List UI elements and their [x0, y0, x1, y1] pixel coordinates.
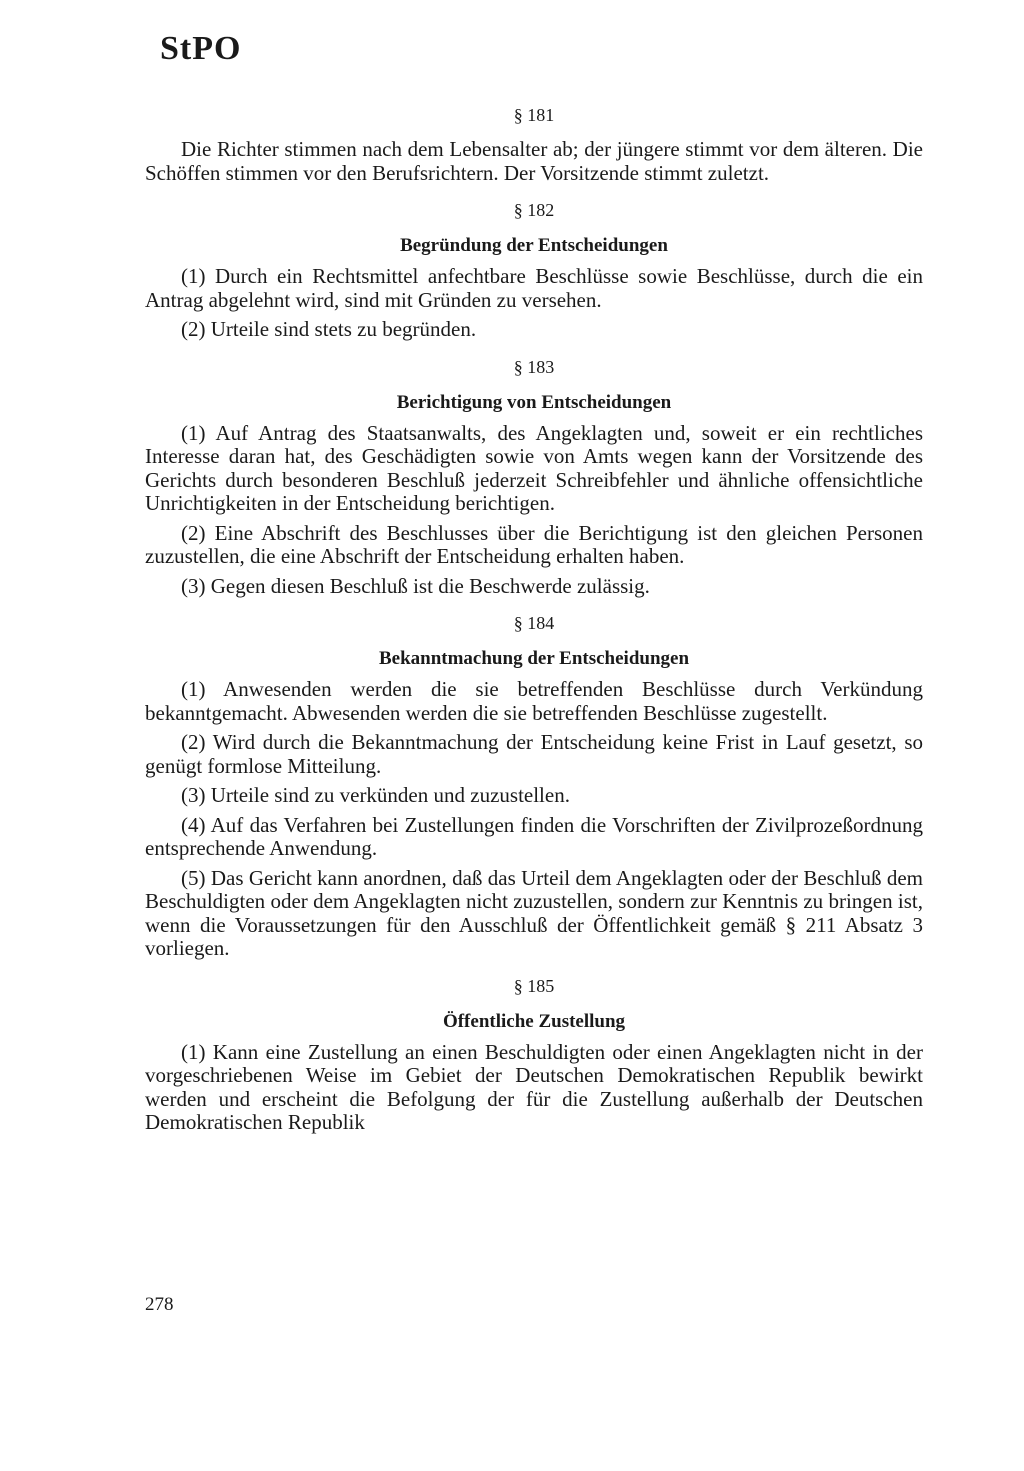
section-paragraph: Die Richter stimmen nach dem Lebensalter ab; der jüngere stimmt vor dem älteren. Die Schöffen stimmen vor den Berufsrichtern. Der Vorsitzende stimmt zuletzt. — [145, 137, 923, 185]
running-head: StPO — [160, 30, 242, 67]
section-paragraph: (1) Kann eine Zustellung an einen Beschuldigten oder einen Angeklagten nicht in der vorgeschriebenen Weise im Gebiet der Deutschen Demokratischen Republik bewirkt werden und erscheint die Befolgung der für die Zustellung außerhalb der Deutschen Demokratischen Republik — [145, 1039, 923, 1134]
section-title: Berichtigung von Entscheidungen — [396, 391, 672, 413]
section-paragraph: (1) Auf Antrag des Staatsanwalts, des Angeklagten und, soweit er ein rechtliches Interesse daran hat, des Geschädigten sowie von Amts wegen kann der Vorsitzende des Gerichts durch besonderen Beschluß jederzeit Schreibfehler und ähnliche offensichtliche Unrichtigkeiten in der Entscheidung berichtigen. — [145, 420, 923, 515]
section-paragraph: (2) Eine Abschrift des Beschlusses über die Berichtigung ist den gleichen Personen zuzustellen, die eine Abschrift der Entscheidung erhalten haben. — [145, 520, 923, 568]
section-paragraph: (5) Das Gericht kann anordnen, daß das Urteil dem Angeklagten oder der Beschluß dem Beschuldigten oder dem Angeklagten nicht zuzustellen, sondern zur Kenntnis zu bringen ist, wenn die Voraussetzungen für den Ausschluß der Öffentlichkeit gemäß § 211 Absatz 3 vorliegen. — [145, 865, 923, 960]
section-185 — [145, 973, 923, 1135]
section-paragraph: (3) Gegen diesen Beschluß ist die Beschwerde zulässig. — [181, 573, 650, 598]
page-number: 278 — [145, 1294, 174, 1315]
section-181 — [145, 102, 923, 185]
section-number: § 185 — [513, 975, 555, 996]
section-paragraph: (3) Urteile sind zu verkünden und zuzustellen. — [181, 783, 570, 807]
section-paragraph: (2) Wird durch die Bekanntmachung der Entscheidung keine Frist in Lauf gesetzt, so genügt formlose Mitteilung. — [145, 730, 923, 778]
section-title: Öffentliche Zustellung — [442, 1010, 626, 1032]
section-number: § 183 — [513, 356, 555, 377]
section-number: § 182 — [513, 200, 555, 220]
page-content — [145, 102, 923, 1147]
section-number: § 181 — [513, 105, 555, 125]
section-182 — [145, 197, 923, 342]
section-paragraph: (1) Durch ein Rechtsmittel anfechtbare Beschlüsse sowie Beschlüsse, durch die ein Antrag abgelehnt wird, sind mit Gründen zu versehen. — [145, 264, 923, 312]
section-183 — [145, 354, 923, 599]
section-number: § 184 — [513, 613, 555, 633]
section-184 — [145, 610, 923, 961]
section-paragraph: (2) Urteile sind stets zu begründen. — [181, 317, 477, 341]
section-paragraph: (1) Anwesenden werden die sie betreffenden Beschlüsse durch Verkündung bekanntgemacht. Abwesenden werden die sie betreffenden Beschlüsse zugestellt. — [145, 677, 923, 725]
section-title: Bekanntmachung der Entscheidungen — [378, 648, 690, 669]
section-paragraph: (4) Auf das Verfahren bei Zustellungen finden die Vorschriften der Zivilprozeßordnung entsprechende Anwendung. — [145, 812, 923, 860]
section-title: Begründung der Entscheidungen — [400, 235, 668, 256]
